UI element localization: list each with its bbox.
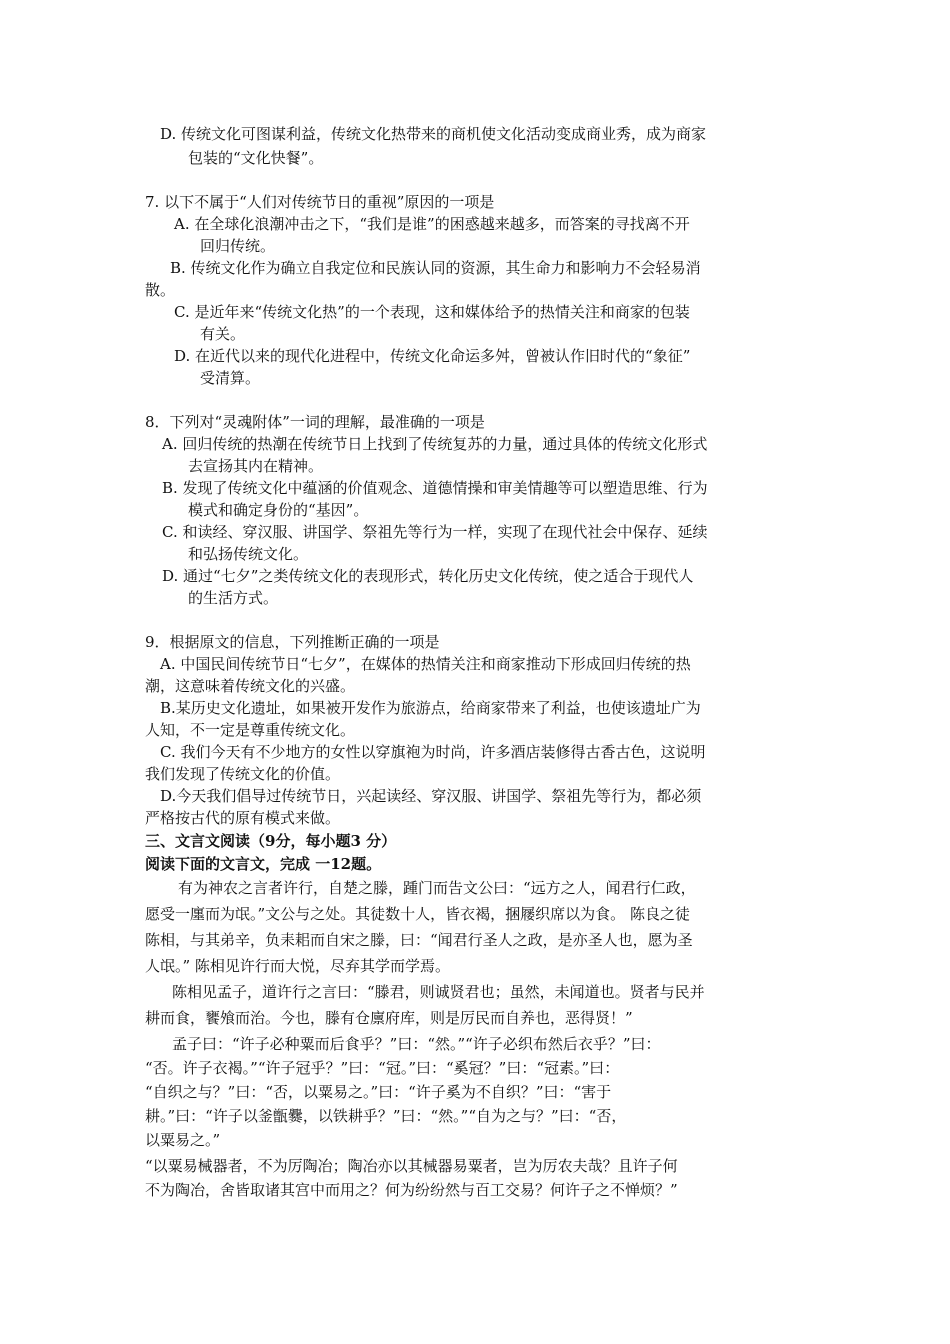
passage-p3-line1: 孟子曰：“许子必种粟而后食乎？”曰：“然。”“许子必织布然后衣乎？”曰： <box>172 1035 661 1053</box>
passage-p2-line2: 耕而食，饔飧而治。今也，滕有仓廪府库，则是厉民而自养也，恶得贤！” <box>145 1009 633 1027</box>
q8-option-d-line2: 的生活方式。 <box>188 589 279 607</box>
q9-option-b-line2: 人知，不一定是尊重传统文化。 <box>145 721 356 739</box>
q8-option-c-line1: C. 和读经、穿汉服、讲国学、祭祖先等行为一样，实现了在现代社会中保存、延续 <box>162 523 708 541</box>
q9-option-a-line1: A. 中国民间传统节日“七夕”，在媒体的热情关注和商家推动下形成回归传统的热 <box>160 655 691 673</box>
q7-option-c-line2: 有关。 <box>200 325 246 343</box>
passage-p1-line1: 有为神农之言者许行，自楚之滕，踵门而告文公曰：“远方之人，闻君行仁政， <box>178 879 696 897</box>
passage-p1-line3: 陈相，与其弟辛，负耒耜而自宋之滕，曰：“闻君行圣人之政，是亦圣人也，愿为圣 <box>145 931 693 949</box>
q7-option-b-line2: 散。 <box>145 281 176 299</box>
q8-stem: 8．下列对“灵魂附体”一词的理解，最准确的一项是 <box>145 413 485 431</box>
q8-option-a-line1: A. 回归传统的热潮在传统节日上找到了传统复苏的力量，通过具体的传统文化形式 <box>162 435 708 453</box>
q8-option-a-line2: 去宣扬其内在精神。 <box>188 457 324 475</box>
q6-option-d-line1: D. 传统文化可图谋利益，传统文化热带来的商机使文化活动变成商业秀，成为商家 <box>160 125 707 143</box>
q9-option-d-line1: D.今天我们倡导过传统节日，兴起读经、穿汉服、讲国学、祭祖先等行为，都必须 <box>160 787 702 805</box>
q8-option-d-line1: D. 通过“七夕”之类传统文化的表现形式，转化历史文化传统，使之适合于现代人 <box>162 567 694 585</box>
q7-option-d-line1: D. 在近代以来的现代化进程中，传统文化命运多舛，曾被认作旧时代的“象征” <box>174 347 691 365</box>
passage-p3-line2: “否。许子衣褐。”“许子冠乎？”曰：“冠。”曰：“奚冠？”曰：“冠素。”曰： <box>145 1059 620 1077</box>
q8-option-b-line1: B. 发现了传统文化中蕴涵的价值观念、道德情操和审美情趣等可以塑造思维、行为 <box>162 479 708 497</box>
q9-option-b-line1: B.某历史文化遗址，如果被开发作为旅游点，给商家带来了利益，也使该遗址广为 <box>160 699 701 717</box>
passage-p3-line3: “自织之与？”曰：“否，以粟易之。”曰：“许子奚为不自织？”曰：“害于 <box>145 1083 612 1101</box>
q7-option-a-line2: 回归传统。 <box>200 237 276 255</box>
passage-p1-line2: 愿受一廛而为氓。”文公与之处。其徒数十人，皆衣褐，捆屦织席以为食。 陈良之徒 <box>145 905 690 923</box>
q7-stem: 7. 以下不属于“人们对传统节日的重视”原因的一项是 <box>145 193 495 211</box>
passage-p3-line5: 以粟易之。” <box>145 1131 221 1149</box>
section-heading: 三、文言文阅读（9分，每小题3 分） <box>145 832 397 850</box>
section-instruction: 阅读下面的文言文，完成 一12题。 <box>145 855 382 873</box>
q6-option-d-line2: 包装的“文化快餐”。 <box>188 149 324 167</box>
q9-option-d-line2: 严格按古代的原有模式来做。 <box>145 809 341 827</box>
q8-option-c-line2: 和弘扬传统文化。 <box>188 545 309 563</box>
q7-option-b-line1: B. 传统文化作为确立自我定位和民族认同的资源，其生命力和影响力不会轻易消 <box>170 259 701 277</box>
q9-option-c-line2: 我们发现了传统文化的价值。 <box>145 765 341 783</box>
q9-option-c-line1: C. 我们今天有不少地方的女性以穿旗袍为时尚，许多酒店装修得古香古色，这说明 <box>160 743 706 761</box>
passage-p3-line4: 耕。”曰：“许子以釜甑爨，以铁耕乎？”曰：“然。”“自为之与？”曰：“否， <box>145 1107 627 1125</box>
passage-p4-line1: “以粟易械器者，不为厉陶冶；陶冶亦以其械器易粟者，岂为厉农夫哉？且许子何 <box>145 1157 678 1175</box>
q9-option-a-line2: 潮，这意味着传统文化的兴盛。 <box>145 677 356 695</box>
passage-p1-line4: 人氓。” 陈相见许行而大悦，尽弃其学而学焉。 <box>145 957 450 975</box>
passage-p4-line2: 不为陶冶，舍皆取诸其宫中而用之？何为纷纷然与百工交易？何许子之不惮烦？” <box>145 1181 678 1199</box>
q7-option-a-line1: A. 在全球化浪潮冲击之下，“我们是谁”的困惑越来越多，而答案的寻找离不开 <box>174 215 690 233</box>
q7-option-d-line2: 受清算。 <box>200 369 261 387</box>
q8-option-b-line2: 模式和确定身份的“基因”。 <box>188 501 369 519</box>
q7-option-c-line1: C. 是近年来“传统文化热”的一个表现，这和媒体给予的热情关注和商家的包装 <box>174 303 690 321</box>
passage-p2-line1: 陈相见孟子，道许行之言曰：“滕君，则诚贤君也；虽然，未闻道也。贤者与民并 <box>172 983 705 1001</box>
q9-stem: 9．根据原文的信息，下列推断正确的一项是 <box>145 633 440 651</box>
